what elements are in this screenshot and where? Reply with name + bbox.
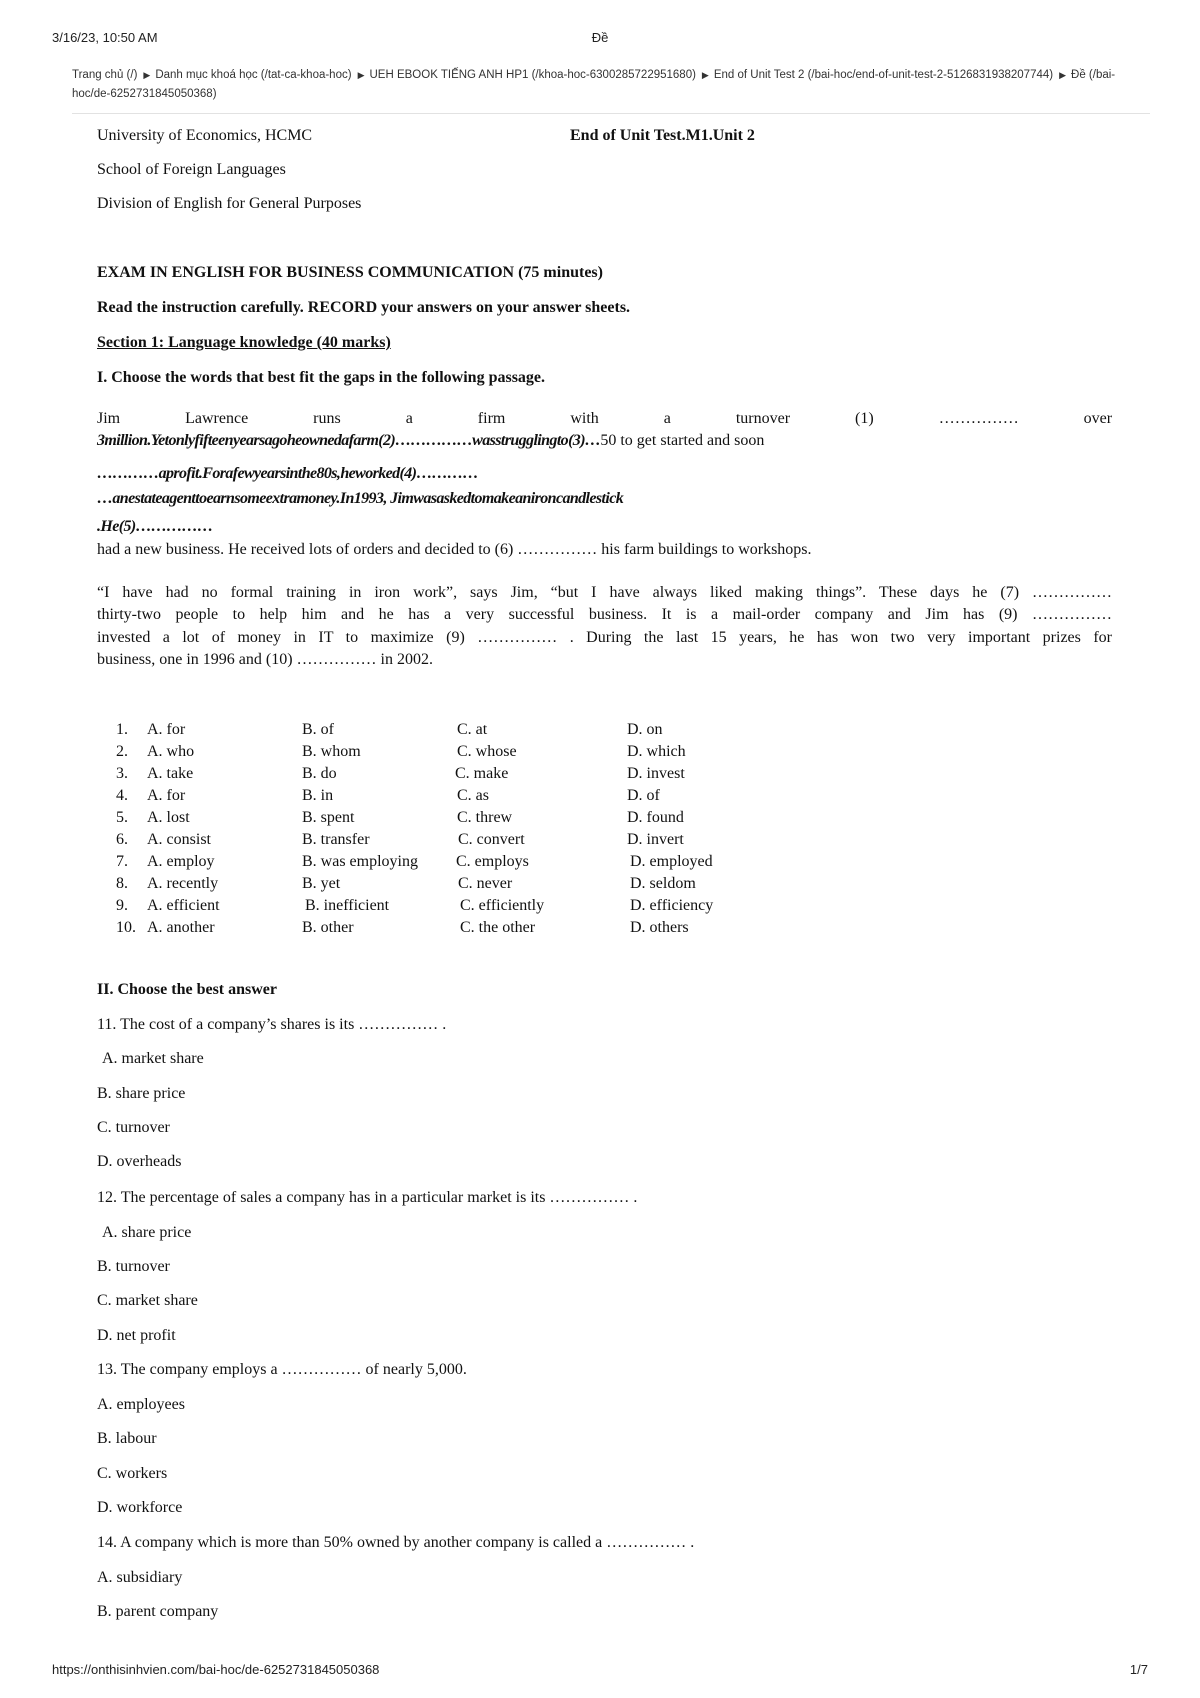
print-date: 3/16/23, 10:50 AM [52,30,158,45]
option: A. share price [102,1224,192,1241]
passage-p2-line-1: “I have had no formal training in iron work”, says Jim, “but I have always liked making things”. These days he (7) …………… [97,584,1112,601]
option: C. market share [97,1292,198,1309]
passage-line-4: …anestateagenttoearnsomeextramoney.In1993, Jimwasaskedtomakeanironcandlestick [97,490,624,507]
division-name: Division of English for General Purposes [97,195,362,212]
school-name: School of Foreign Languages [97,161,286,178]
breadcrumb-home[interactable]: Trang chủ (/) [72,69,138,81]
chevron-right-icon: ▶ [1059,70,1067,80]
option: A. employees [97,1396,185,1413]
chevron-right-icon: ▶ [143,70,151,80]
option: C. turnover [97,1119,170,1136]
option: A. market share [102,1050,204,1067]
question-11: 11. The cost of a company’s shares is its …………… . [97,1016,447,1033]
question-12: 12. The percentage of sales a company has in a particular market is its …………… . [97,1189,638,1206]
option: B. labour [97,1430,157,1447]
passage-line-3: …………aprofit.Forafewyearsinthe80s,heworked(4)………… [97,465,478,482]
breadcrumb-course[interactable]: UEH EBOOK TIẾNG ANH HP1 (/khoa-hoc-6300285722951680) [369,69,696,81]
option: D. overheads [97,1153,182,1170]
print-title: Đề [591,30,609,45]
page-url[interactable]: https://onthisinhvien.com/bai-hoc/de-6252731845050368 [52,1662,380,1677]
divider [72,113,1150,114]
university-name: University of Economics, HCMC [97,127,313,144]
print-header [52,30,1148,50]
option: B. turnover [97,1258,170,1275]
instruction: Read the instruction carefully. RECORD your answers on your answer sheets. [97,299,631,316]
page-number: 1/7 [1129,1662,1148,1677]
option: D. workforce [97,1499,183,1516]
passage-line-5: .He(5)…………… [97,518,213,535]
option: C. workers [97,1465,168,1482]
test-title: End of Unit Test.M1.Unit 2 [570,127,755,144]
exam-title: EXAM IN ENGLISH FOR BUSINESS COMMUNICATION (75 minutes) [97,264,603,281]
passage-line-6: had a new business. He received lots of orders and decided to (6) …………… his farm buildings to workshops. [97,541,812,558]
option: B. share price [97,1085,186,1102]
chevron-right-icon: ▶ [701,70,709,80]
breadcrumb-current[interactable]: Đề (/bai-hoc/de-6252731845050368) [72,69,1116,100]
breadcrumb [72,66,1132,104]
passage-line-1: Jim Lawrence runs a firm with a turnover (1) …………… over [97,410,1113,427]
passage-p2-line-2: thirty-two people to help him and he has a very successful business. It is a mail-order company and Jim has (9) …………… [97,606,1112,623]
option: D. net profit [97,1327,176,1344]
breadcrumb-courses[interactable]: Danh mục khoá học (/tat-ca-khoa-hoc) [155,69,352,81]
question-13: 13. The company employs a …………… of nearly 5,000. [97,1361,467,1378]
passage-line-2: 3million.Yetonlyfifteenyearsagoheownedafarm(2)……………wasstrugglingto(3)…50 to get started and soon [97,432,765,449]
passage-p2-line-3: invested a lot of money in IT to maximize (9) …………… . During the last 15 years, he has won two very important prizes for [97,629,1112,646]
option: A. subsidiary [97,1569,183,1586]
question-14: 14. A company which is more than 50% owned by another company is called a …………… . [97,1534,695,1551]
option: B. parent company [97,1603,219,1620]
breadcrumb-lesson[interactable]: End of Unit Test 2 (/bai-hoc/end-of-unit-test-2-5126831938207744) [713,69,1054,81]
part2-heading: II. Choose the best answer [97,981,277,998]
part1-heading: I. Choose the words that best fit the gaps in the following passage. [97,369,546,386]
passage-p2-line-4: business, one in 1996 and (10) …………… in 2002. [97,651,433,668]
section-heading: Section 1: Language knowledge (40 marks) [97,334,391,351]
chevron-right-icon: ▶ [357,70,365,80]
